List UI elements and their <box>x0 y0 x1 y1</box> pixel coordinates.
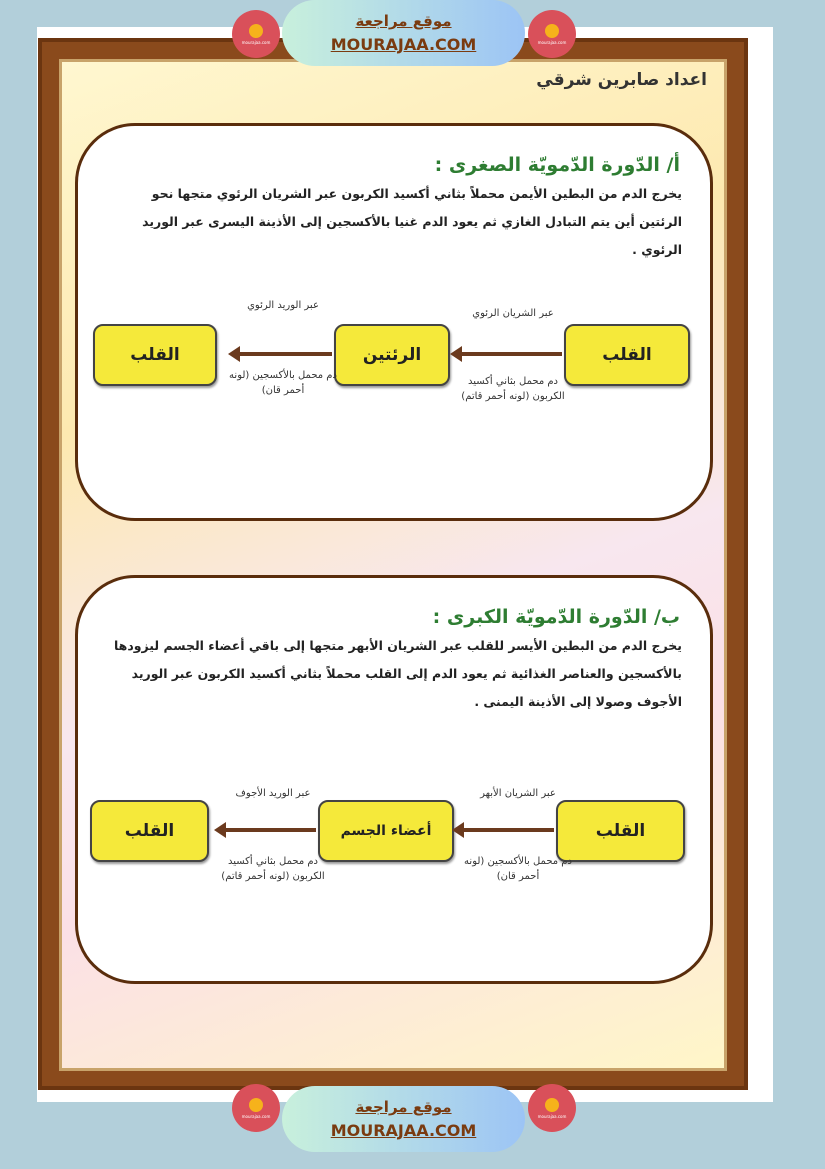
section-title: ب/ الدّورة الدّمويّة الكبرى : <box>432 606 680 628</box>
systemic-circulation-section <box>75 575 713 984</box>
site-logo-icon: mourajaa.com <box>232 10 280 58</box>
banner-arabic: موقع مراجعة <box>355 12 452 30</box>
arrow1-top-label: عبر الشريان الأبهر <box>480 788 556 799</box>
node-heart-end: القلب <box>93 324 217 386</box>
arrow-pulmonary-vein <box>238 352 332 356</box>
site-logo-icon: mourajaa.com <box>528 1084 576 1132</box>
section-paragraph: يخرج الدم من البطين الأيسر للقلب عبر الشريان الأبهر متجها إلى باقي أعضاء الجسم ليزودها بالأكسجين والعناصر الغذائية ثم يعود الدم إلى القلب محملاً بثاني أكسيد الكربون عبر الوريد الأجوف وصولا إلى الأذينة اليمنى . <box>113 638 682 709</box>
site-logo-icon: mourajaa.com <box>528 10 576 58</box>
section-paragraph: يخرج الدم من البطين الأيمن محملاً بثاني أكسيد الكربون عبر الشريان الرئوي متجها نحو الرئتين أين يتم التبادل الغازي ثم يعود الدم غنيا بالأكسجين إلى الأذينة اليسرى عبر الوريد الرئوي . <box>142 186 682 257</box>
arrow1-top-label: عبر الشريان الرئوي <box>472 308 554 319</box>
node-heart-start: القلب <box>556 800 685 862</box>
author-line: اعداد صابرين شرقي <box>536 70 707 90</box>
node-heart-end: القلب <box>90 800 209 862</box>
banner-url[interactable]: MOURAJAA.COM <box>330 1121 477 1140</box>
node-body-organs: أعضاء الجسم <box>318 800 454 862</box>
node-lungs: الرئتين <box>334 324 450 386</box>
banner-url[interactable]: MOURAJAA.COM <box>330 35 477 54</box>
pulmonary-circulation-section <box>75 123 713 521</box>
arrow2-top-label: عبر الوريد الأجوف <box>235 788 311 799</box>
arrow2-bottom-label: دم محمل بثاني أكسيد الكربون (لونه أحمر قاتم) <box>221 856 325 882</box>
arrow2-bottom-label: دم محمل بالأكسجين (لونه أحمر قان) <box>229 370 337 396</box>
arrow-aorta <box>462 828 554 832</box>
arrow-vena-cava <box>224 828 316 832</box>
arrow1-bottom-label: دم محمل بثاني أكسيد الكربون (لونه أحمر قاتم) <box>461 376 565 402</box>
node-heart-start: القلب <box>564 324 690 386</box>
arrow2-top-label: عبر الوريد الرئوي <box>247 300 319 311</box>
arrow-pulmonary-artery <box>460 352 562 356</box>
site-banner-top[interactable] <box>282 0 525 66</box>
site-logo-icon: mourajaa.com <box>232 1084 280 1132</box>
site-banner-bottom[interactable] <box>282 1086 525 1152</box>
section-title: أ/ الدّورة الدّمويّة الصغرى : <box>434 154 680 176</box>
banner-arabic: موقع مراجعة <box>355 1098 452 1116</box>
arrow1-bottom-label: دم محمل بالأكسجين (لونه أحمر قان) <box>464 856 572 882</box>
